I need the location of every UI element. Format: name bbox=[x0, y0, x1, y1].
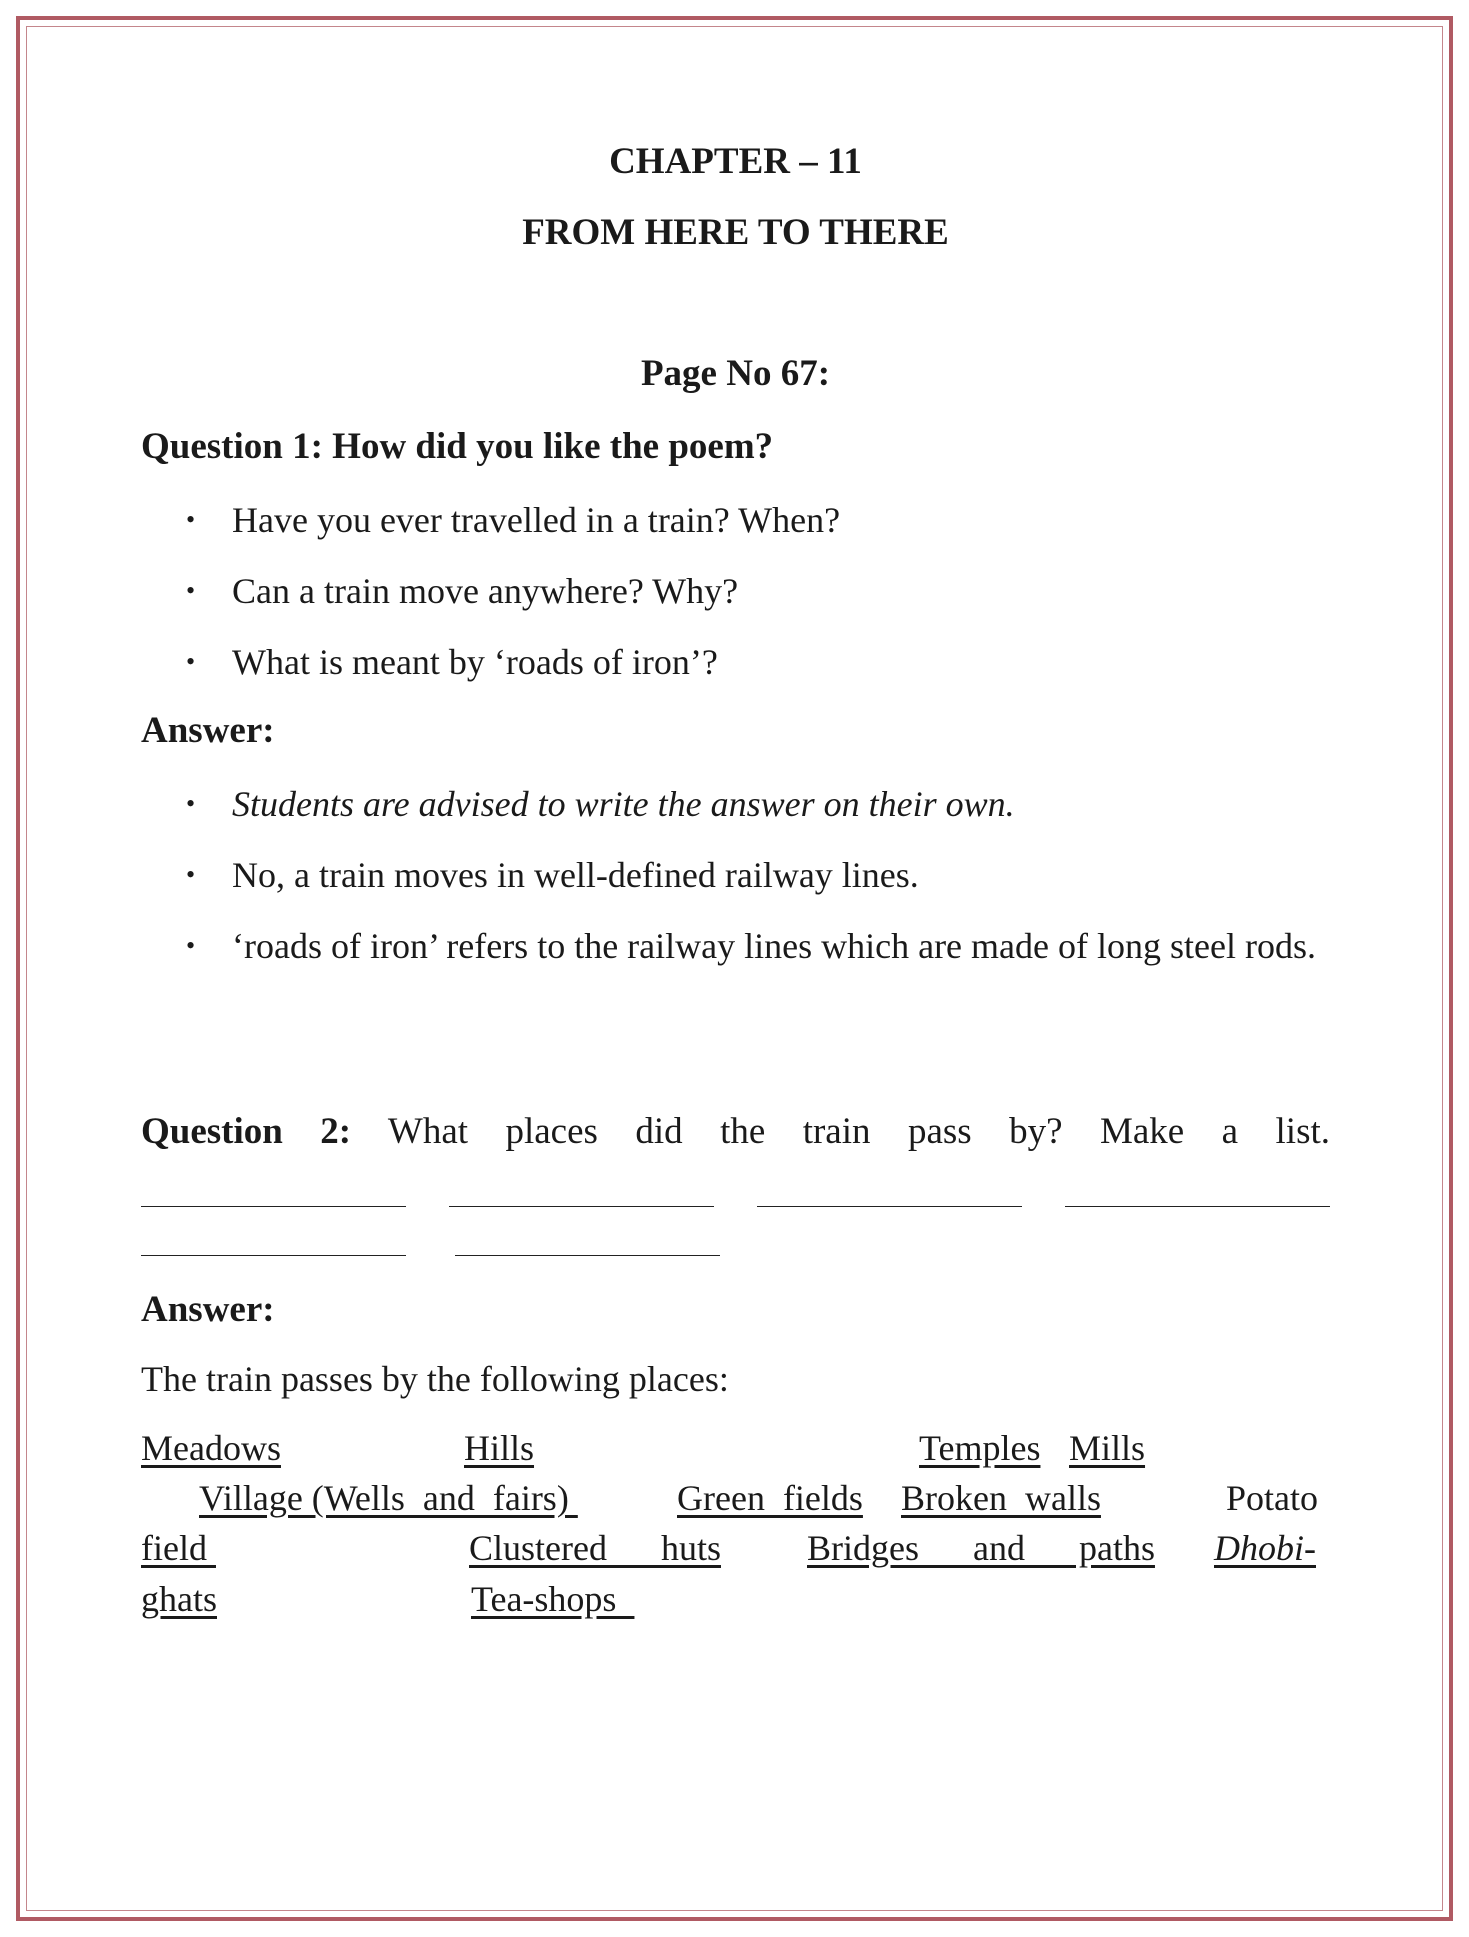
question-1-list bbox=[141, 495, 1330, 708]
place-meadows: Meadows bbox=[141, 1428, 281, 1468]
place-green-fields: Green fields bbox=[677, 1478, 863, 1518]
list-item: • Students are advised to write the answer on their own. bbox=[186, 784, 1015, 824]
chapter-title: FROM HERE TO THERE bbox=[522, 212, 949, 253]
list-item: • No, a train moves in well-defined railway lines. bbox=[186, 855, 919, 895]
list-item-text: What is meant by ‘roads of iron’? bbox=[232, 642, 718, 682]
list-item: • ‘roads of iron’ refers to the railway lines which are made of long steel rods. bbox=[186, 926, 1316, 966]
list-item-text: ‘roads of iron’ refers to the railway lines which are made of long steel rods. bbox=[232, 926, 1316, 966]
place-field: field bbox=[141, 1528, 216, 1568]
place-tea-shops: Tea-shops bbox=[471, 1579, 635, 1619]
answer-blank-line bbox=[141, 1206, 406, 1207]
place-ghats: ghats bbox=[141, 1579, 217, 1619]
answer-1-label: Answer: bbox=[141, 710, 275, 751]
place-mills: Mills bbox=[1069, 1428, 1146, 1468]
place-broken-walls: Broken walls bbox=[901, 1478, 1101, 1518]
place-dhobi: Dhobi- bbox=[1214, 1528, 1316, 1568]
answer-2-label: Answer: bbox=[141, 1289, 275, 1330]
place-potato: Potato bbox=[1226, 1478, 1319, 1518]
list-item-text: Can a train move anywhere? Why? bbox=[232, 571, 739, 611]
question-2-text: What places did the train pass by? Make a list. bbox=[387, 1111, 1330, 1152]
question-2-label: Question 2: bbox=[141, 1111, 352, 1152]
place-village: Village (Wells and fairs) bbox=[199, 1478, 578, 1518]
list-item-text: Students are advised to write the answer on their own. bbox=[232, 784, 1015, 824]
list-item: • Can a train move anywhere? Why? bbox=[186, 571, 739, 611]
place-temples: Temples bbox=[919, 1428, 1041, 1468]
question-1: Question 1: How did you like the poem? bbox=[141, 426, 774, 467]
list-item: • Have you ever travelled in a train? When? bbox=[186, 500, 841, 540]
question-2 bbox=[141, 1110, 1330, 1153]
list-item: • What is meant by ‘roads of iron’? bbox=[186, 642, 718, 682]
list-item-text: No, a train moves in well-defined railway lines. bbox=[232, 855, 919, 895]
answer-blank-line bbox=[455, 1255, 720, 1256]
place-clustered-huts: Clustered huts bbox=[469, 1528, 721, 1568]
answer-blank-line bbox=[757, 1206, 1022, 1207]
answer-blank-line bbox=[1065, 1206, 1330, 1207]
page-number-heading: Page No 67: bbox=[640, 353, 831, 394]
chapter-heading: CHAPTER – 11 bbox=[609, 141, 862, 182]
answer-blank-line bbox=[141, 1255, 406, 1256]
answer-1-list bbox=[141, 779, 1330, 992]
answer-blank-line bbox=[449, 1206, 714, 1207]
place-hills: Hills bbox=[464, 1428, 535, 1468]
answer-2-intro: The train passes by the following places: bbox=[141, 1359, 729, 1399]
place-bridges-and-paths: Bridges and paths bbox=[807, 1528, 1155, 1568]
list-item-text: Have you ever travelled in a train? When? bbox=[232, 500, 841, 540]
